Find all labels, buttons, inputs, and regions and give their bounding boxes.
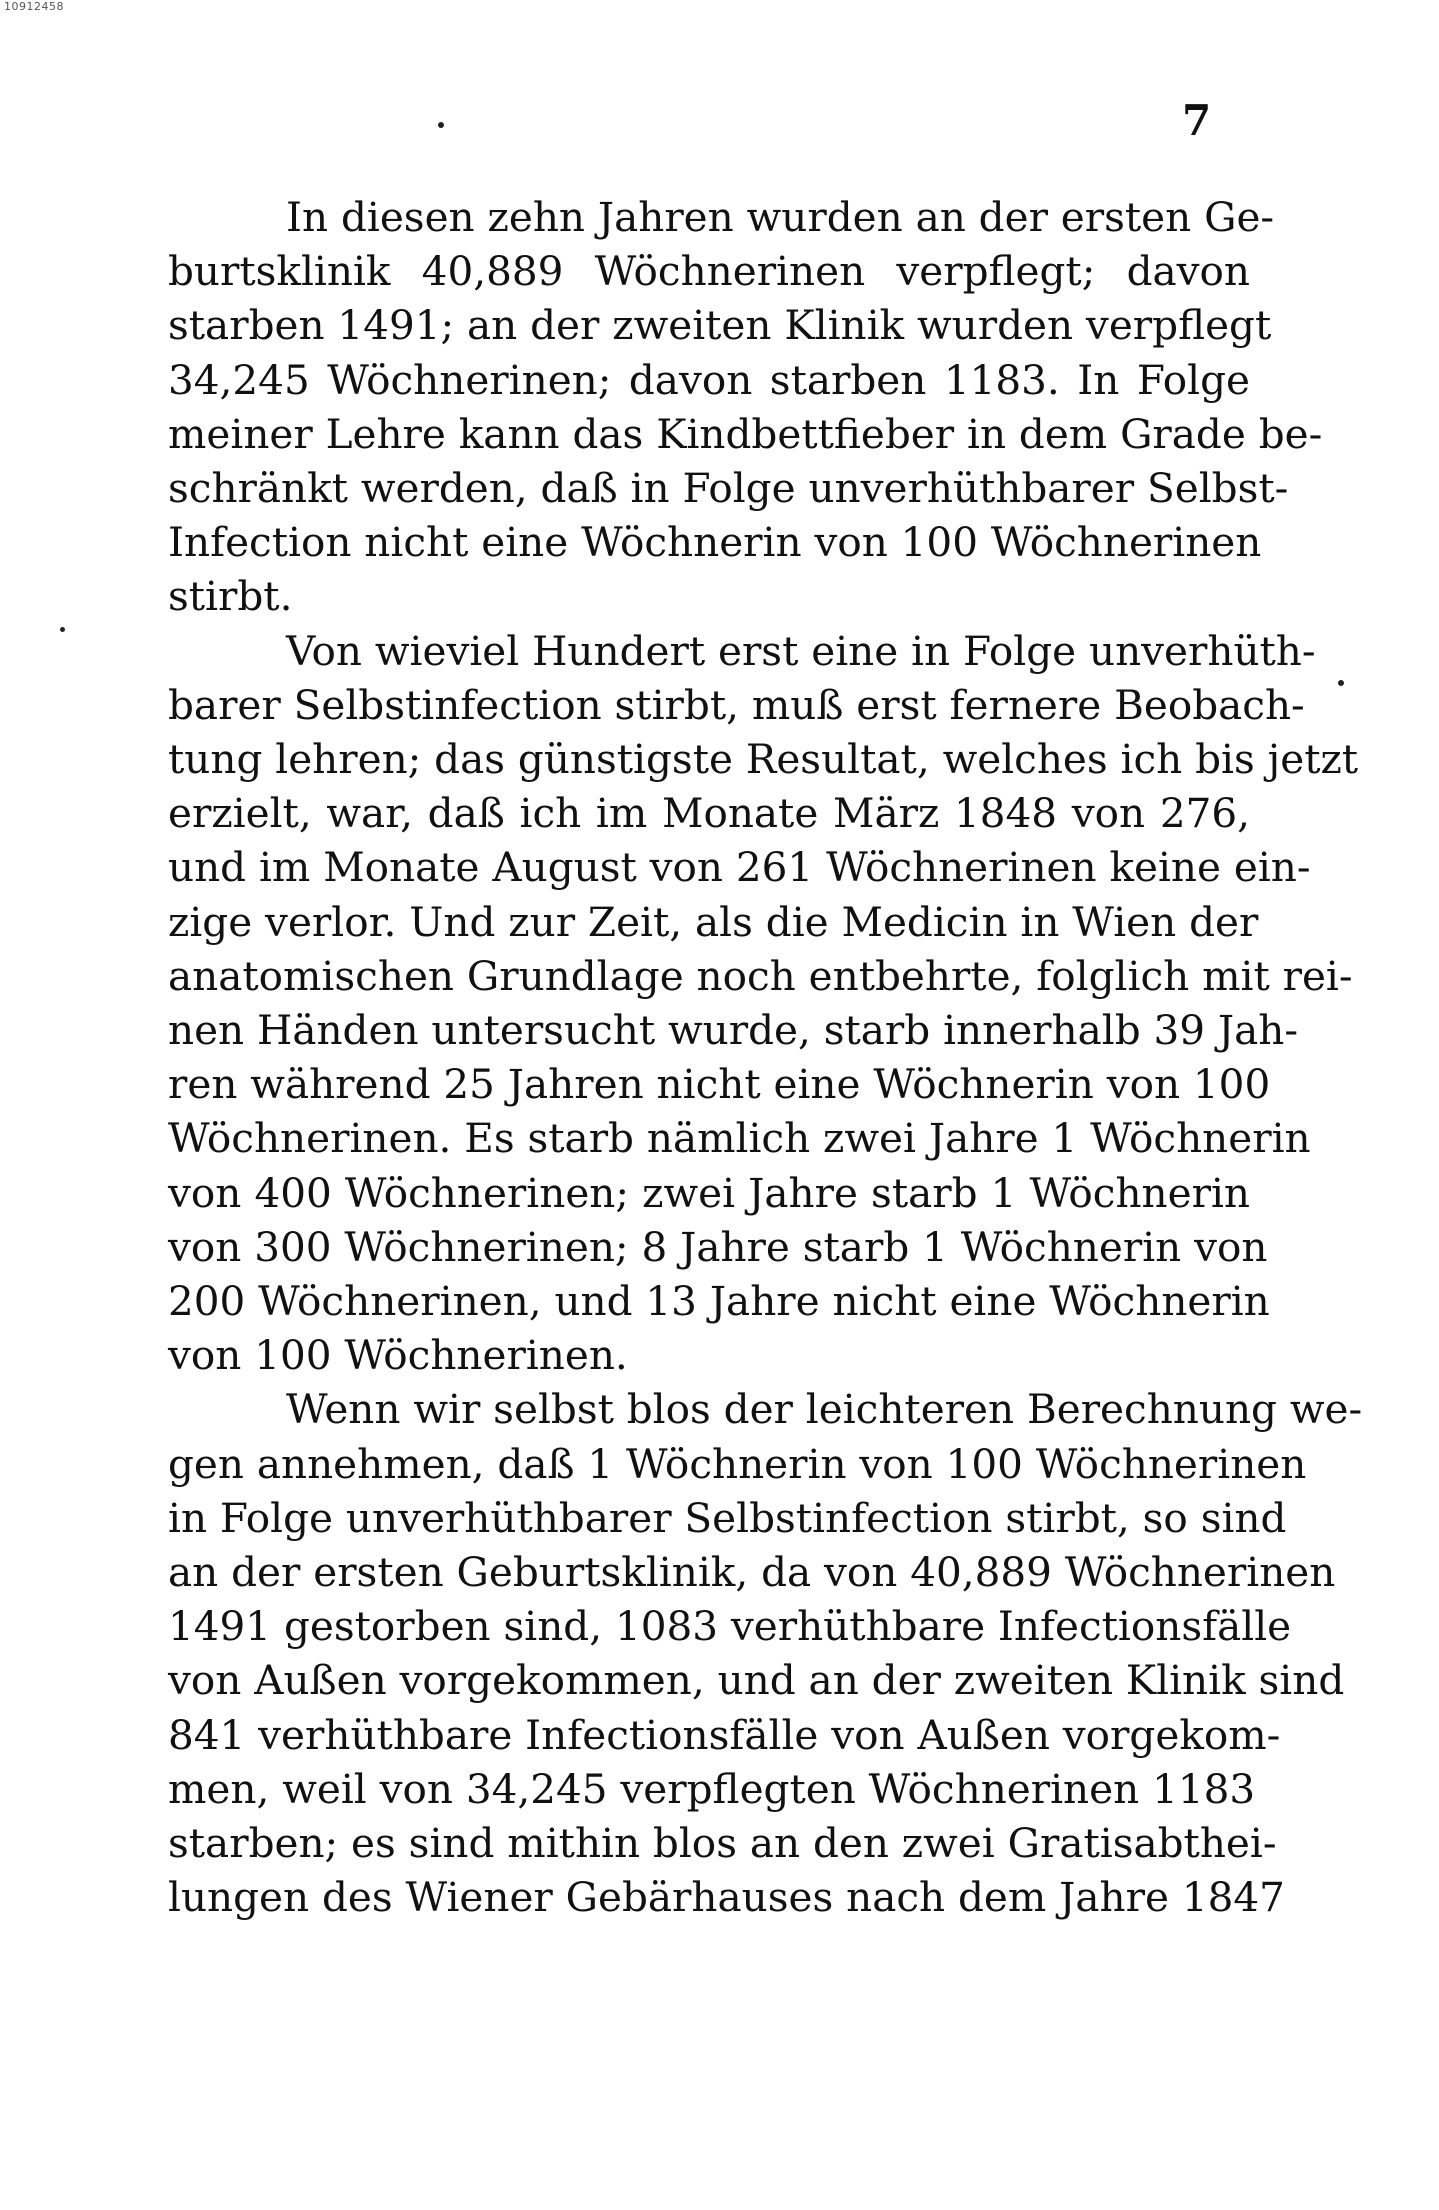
text-line: ren während 25 Jahren nicht eine Wöchnerin von 100 — [168, 1060, 1271, 1109]
text-line: starben 1491; an der zweiten Klinik wurden verpflegt — [168, 301, 1272, 350]
text-line: In diesen zehn Jahren wurden an der ersten Ge- — [286, 193, 1275, 241]
text-line: an der ersten Geburtsklinik, da von 40,889 Wöchnerinen — [168, 1548, 1336, 1597]
page-text — [168, 190, 1363, 1925]
text-line: von 100 Wöchnerinen. — [168, 1331, 628, 1380]
text-line: tung lehren; das günstigste Resultat, welches ich bis jetzt — [168, 735, 1359, 784]
text-line: 841 verhüthbare Infectionsfälle von Außen vorgekom- — [168, 1710, 1281, 1759]
scan-speck — [438, 122, 444, 128]
page-number: 7 — [1182, 96, 1212, 145]
paragraph — [168, 1382, 1363, 1924]
text-line: nen Händen untersucht wurde, starb innerhalb 39 Jah- — [168, 1006, 1299, 1055]
text-line: starben; es sind mithin blos an den zwei Gratisabthei- — [168, 1819, 1277, 1868]
text-line: anatomischen Grundlage noch entbehrte, folglich mit rei- — [168, 951, 1353, 1000]
scan-id-label: 10912458 — [4, 0, 64, 13]
scan-speck — [1338, 680, 1344, 686]
text-line: stirbt. — [168, 572, 293, 621]
text-line: burtsklinik 40,889 Wöchnerinen verpflegt; davon — [168, 247, 1250, 296]
text-line: 200 Wöchnerinen, und 13 Jahre nicht eine Wöchnerin — [168, 1277, 1270, 1326]
text-line: Infection nicht eine Wöchnerin von 100 Wöchnerinen — [168, 518, 1262, 567]
text-line: 1491 gestorben sind, 1083 verhüthbare Infectionsfälle — [168, 1602, 1292, 1651]
text-line: von 300 Wöchnerinen; 8 Jahre starb 1 Wöchnerin von — [168, 1222, 1268, 1271]
text-line: zige verlor. Und zur Zeit, als die Medicin in Wien der — [168, 897, 1259, 946]
text-line: barer Selbstinfection stirbt, muß erst fernere Beobach- — [168, 680, 1305, 729]
text-line: Wöchnerinen. Es starb nämlich zwei Jahre 1 Wöchnerin — [168, 1114, 1311, 1163]
text-line: von Außen vorgekommen, und an der zweiten Klinik sind — [168, 1656, 1345, 1705]
text-line: schränkt werden, daß in Folge unverhüthbarer Selbst- — [168, 464, 1289, 513]
paragraph — [168, 624, 1359, 1383]
text-line: 34,245 Wöchnerinen; davon starben 1183. In Folge — [168, 355, 1250, 404]
scan-speck — [60, 627, 65, 632]
text-line: lungen des Wiener Gebärhauses nach dem Jahre 1847 — [168, 1873, 1285, 1922]
text-line: Wenn wir selbst blos der leichteren Berechnung we- — [286, 1385, 1363, 1434]
text-line: in Folge unverhüthbarer Selbstinfection stirbt, so sind — [168, 1493, 1287, 1542]
text-line: Von wieviel Hundert erst eine in Folge unverhüth- — [286, 626, 1316, 675]
paragraph — [168, 190, 1323, 624]
text-line: von 400 Wöchnerinen; zwei Jahre starb 1 Wöchnerin — [168, 1168, 1250, 1217]
text-line: erzielt, war, daß ich im Monate März 1848 von 276, — [168, 789, 1250, 838]
text-line: und im Monate August von 261 Wöchnerinen keine ein- — [168, 843, 1311, 892]
text-line: meiner Lehre kann das Kindbettfieber in dem Grade be- — [168, 409, 1323, 458]
text-line: gen annehmen, daß 1 Wöchnerin von 100 Wöchnerinen — [168, 1439, 1307, 1488]
text-line: men, weil von 34,245 verpflegten Wöchnerinen 1183 — [168, 1764, 1256, 1813]
